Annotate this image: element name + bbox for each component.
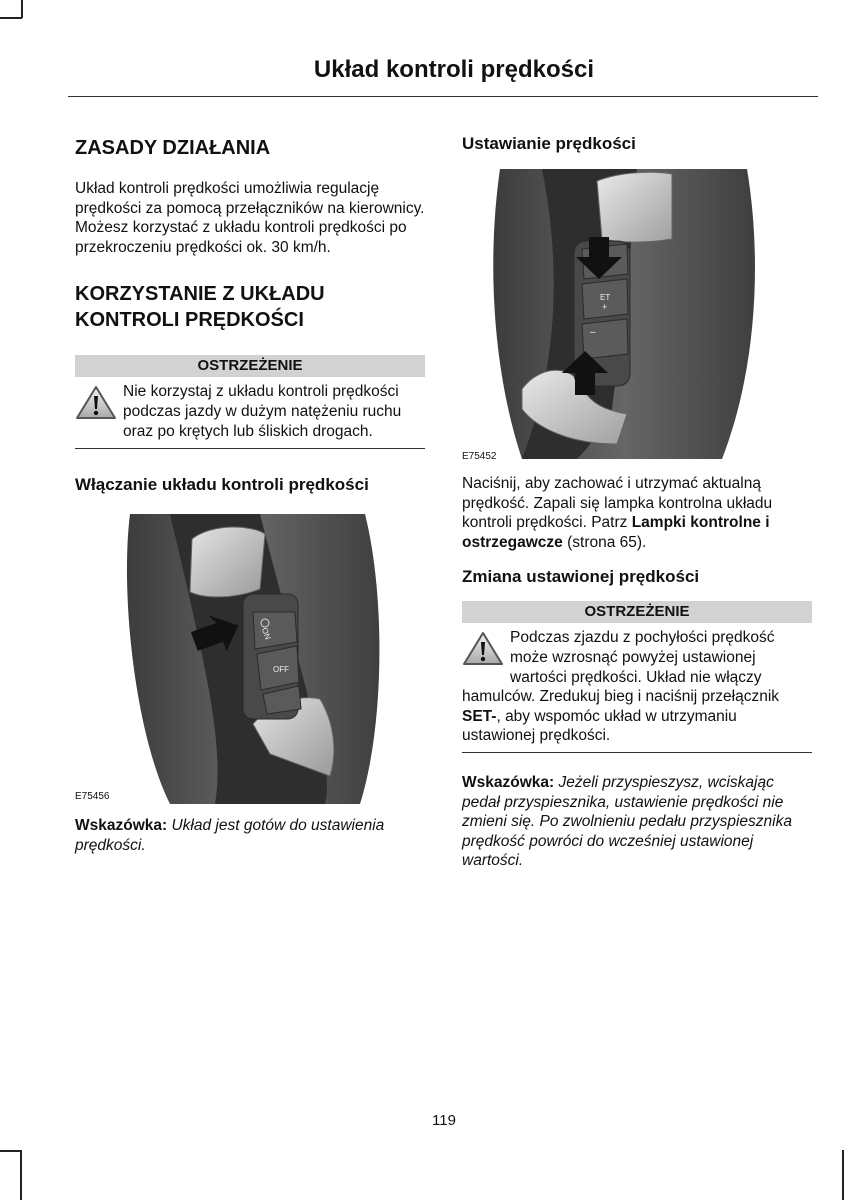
warning-line-3: wartości prędkości. Układ nie włączy (510, 668, 762, 686)
warning-body (75, 377, 425, 448)
warning-line-4: hamulców. Zredukuj bieg i naciśnij przełącznik (462, 688, 780, 706)
warning-box-2 (462, 601, 812, 753)
right-column (462, 132, 812, 871)
page-reference: (strona 65). (567, 533, 647, 551)
warning-header: OSTRZEŻENIE (75, 355, 425, 377)
principles-text: Układ kontroli prędkości umożliwia regulację prędkości za pomocą przełączników na kierownicy. Możesz korzystać z układu kontroli prędkości po przekroczeniu prędkości ok. 30 km/h. (75, 180, 425, 256)
figure-code: E75456 (75, 791, 110, 803)
note-text: Układ jest gotów do ustawienia prędkości. (75, 817, 385, 854)
subsection-title-enable: Włączanie układu kontroli prędkości (75, 475, 369, 495)
warning-text: Nie korzystaj z układu kontroli prędkości podczas jazdy w dużym natężeniu ruchu oraz po krętych lub śliskich drogach. (123, 383, 402, 440)
set-speed-paragraph (462, 474, 812, 552)
figure-label-set: ET (600, 293, 611, 302)
subsection-title-change-speed: Zmiana ustawionej prędkości (462, 567, 700, 587)
warning-triangle-icon (75, 385, 117, 426)
set-minus-label: SET- (462, 707, 497, 725)
figure-label-plus: + (602, 302, 608, 312)
note-paragraph (75, 816, 425, 855)
crop-mark (842, 1150, 844, 1200)
crop-mark (0, 17, 22, 19)
figure-label-minus: – (590, 327, 596, 338)
left-column (75, 132, 425, 855)
page-number: 119 (432, 1112, 456, 1129)
warning-box (75, 355, 425, 449)
warning-body-2 (462, 623, 812, 752)
note-text-2: Jeżeli przyspieszysz, wciskając pedał przyspiesznika, ustawienie prędkości nie zmieni się. Po zwolnieniu pedału przyspiesznika prędkość powróci do wcześniej ustawionej wartości. (462, 773, 792, 870)
warning-lamps-link[interactable]: Lampki kontrolne i ostrzegawcze (462, 514, 770, 551)
page-title: Układ kontroli prędkości (313, 56, 594, 83)
section-title-usage (75, 281, 425, 333)
warning-triangle-icon (462, 631, 504, 672)
warning-divider (75, 448, 425, 449)
usage-title-line1: KORZYSTANIE Z UKŁADU (75, 283, 325, 306)
set-speed-text: Naciśnij, aby zachować i utrzymać aktualną prędkość. Zapali się lampka kontrolna układu kontroli prędkości. Patrz (462, 475, 773, 532)
note-label-2: Wskazówka: (462, 773, 555, 791)
subsection-title-set-speed: Ustawianie prędkości (462, 134, 636, 153)
title-divider (68, 96, 818, 97)
warning-line-1: Podczas zjazdu z pochyłości prędkość (510, 629, 775, 647)
note-paragraph-2 (462, 773, 812, 871)
steering-wheel-illustration (75, 514, 425, 804)
crop-mark (0, 1150, 20, 1152)
figure-code: E75452 (462, 451, 497, 462)
note-label: Wskazówka: (75, 817, 168, 835)
steering-wheel-set-illustration (462, 169, 812, 459)
warning-end-text: , aby wspomóc układ w utrzymaniu ustawionej prędkości. (462, 707, 737, 745)
usage-title-line2: KONTROLI PRĘDKOŚCI (75, 309, 304, 332)
warning-header-2: OSTRZEŻENIE (462, 601, 812, 623)
section-title-principles: ZASADY DZIAŁANIA (75, 137, 271, 159)
warning-divider-2 (462, 752, 812, 753)
crop-mark (21, 0, 23, 18)
crop-mark (20, 1150, 22, 1200)
steering-wheel-set-figure (462, 169, 812, 464)
warning-line-2: może wzrosnąć powyżej ustawionej (510, 648, 756, 666)
figure-label-off: OFF (273, 665, 289, 675)
figure-label-on: ON (259, 626, 273, 642)
steering-wheel-on-off-figure (75, 514, 425, 804)
warning-text-2 (462, 628, 812, 746)
warning-line-5 (462, 707, 812, 746)
